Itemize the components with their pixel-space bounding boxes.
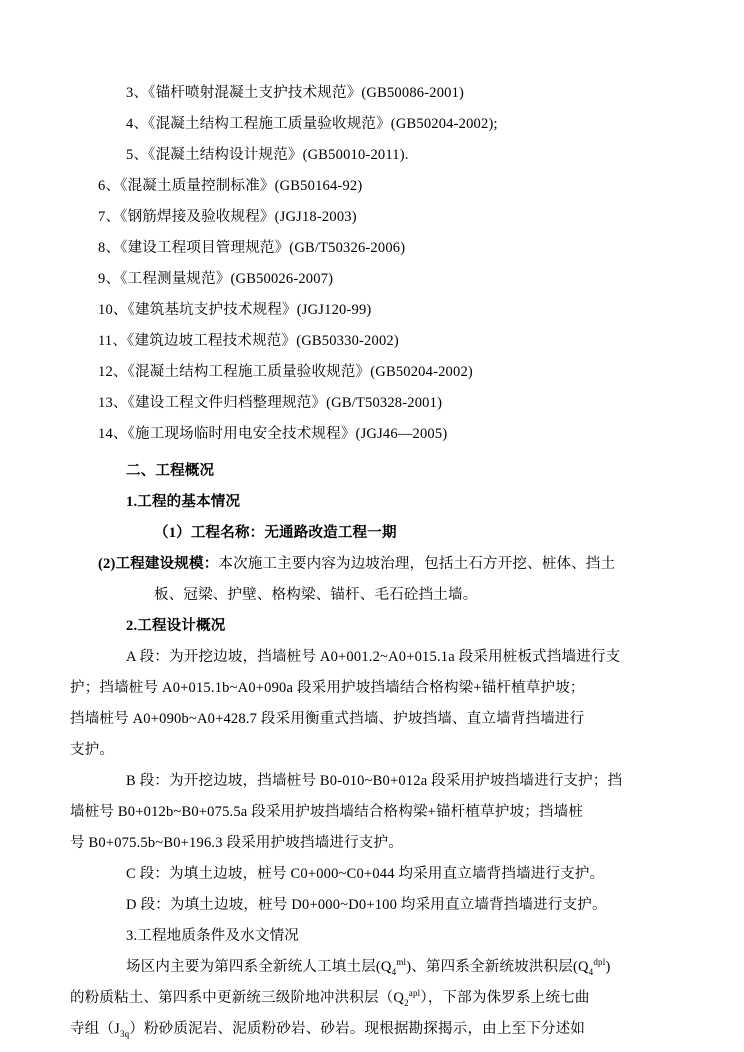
reference-item: 9、《工程测量规范》(GB50026-2007): [98, 271, 334, 287]
geology-text-e: ），下部为侏罗系上统七曲: [420, 990, 590, 1006]
para-b-line-3: 号 B0+075.5b~B0+196.3 段采用护坡挡墙进行支护。: [70, 835, 403, 851]
reference-item: 3、《锚杆喷射混凝土支护技术规范》(GB50086-2001): [126, 85, 465, 101]
geology-sub-2: 4: [588, 966, 594, 977]
geology-sub-3: 2: [404, 997, 409, 1008]
reference-item: 6、《混凝土质量控制标准》(GB50164-92): [98, 178, 363, 194]
reference-item: 12、《混凝土结构工程施工质量验收规范》(GB50204-2002): [98, 364, 473, 380]
para-b-line-2: 墙桩号 B0+012b~B0+075.5a 段采用护坡挡墙结合格构梁+锚杆植草护坡；挡墙桩: [70, 804, 584, 820]
geology-sup-3: apl: [408, 988, 421, 999]
geology-line-2: [70, 983, 676, 1014]
geology-text-c: ): [605, 959, 611, 975]
project-name-line: [70, 518, 676, 549]
reference-item: 13、《建设工程文件归档整理规范》(GB/T50328-2001): [98, 395, 443, 411]
geology-line-1: [70, 952, 676, 983]
reference-item: 8、《建设工程项目管理规范》(GB/T50326-2006): [98, 240, 406, 256]
reference-item: 7、《钢筋焊接及验收规程》(JGJ18-2003): [98, 209, 357, 225]
para-a-line-4: 支护。: [70, 742, 115, 758]
reference-item: 11、《建筑边坡工程技术规范》(GB50330-2002): [98, 333, 399, 349]
geology-text-g: ）粉砂质泥岩、泥质粉砂岩、砂岩。现根据勘探揭示，由上至下分述如: [129, 1021, 586, 1037]
reference-item: 5、《混凝土结构设计规范》(GB50010-2011).: [126, 147, 409, 163]
project-name-value: 无通路改造工程一期: [264, 525, 397, 541]
para-b-line-1: B 段：为开挖边坡，挡墙桩号 B0-010~B0+012a 段采用护坡挡墙进行支护；挡: [126, 773, 623, 789]
project-name-label: （1）工程名称：: [154, 525, 265, 541]
reference-item: 4、《混凝土结构工程施工质量验收规范》(GB50204-2002);: [126, 116, 498, 132]
project-scale-value: 本次施工主要内容为边坡治理，包括土石方开挖、桩体、挡土: [218, 556, 616, 572]
project-scale-line: [70, 549, 676, 580]
para-a-line-1: A 段：为开挖边坡，挡墙桩号 A0+001.2~A0+015.1a 段采用桩板式挡墙进行支: [126, 649, 621, 665]
subsection-heading-2: 2.工程设计概况: [126, 618, 226, 634]
geology-line-3: [70, 1014, 676, 1045]
geology-text-d: 的粉质粘土、第四系中更新统三级阶地冲洪积层（Q: [70, 990, 405, 1006]
geology-text-a: 场区内主要为第四系全新统人工填土层(Q: [126, 959, 392, 975]
project-scale-cont: 板、冠梁、护壁、格构梁、锚杆、毛石砼挡土墙。: [154, 587, 478, 603]
geology-sub-4: 3q: [119, 1028, 130, 1039]
para-a-line-3: 挡墙桩号 A0+090b~A0+428.7 段采用衡重式挡墙、护坡挡墙、直立墙背挡墙进行: [70, 711, 585, 727]
geology-sup-2: dpl: [593, 957, 606, 968]
para-c: C 段：为填土边坡，桩号 C0+000~C0+044 均采用直立墙背挡墙进行支护。: [126, 866, 605, 882]
geology-sub-1: 4: [391, 966, 397, 977]
section-heading: 二、工程概况: [126, 463, 215, 479]
para-d: D 段：为填土边坡，桩号 D0+000~D0+100 均采用直立墙背挡墙进行支护。: [126, 897, 607, 913]
subsection-heading-1: 1.工程的基本情况: [126, 494, 241, 510]
project-scale-label: (2)工程建设规模：: [98, 556, 219, 572]
reference-item: 10、《建筑基坑支护技术规程》(JGJ120-99): [98, 302, 372, 318]
document-body: [70, 78, 676, 1045]
subsection-heading-3: 3.工程地质条件及水文情况: [126, 928, 299, 944]
geology-text-b: )、第四系全新统坡洪积层(Q: [406, 959, 589, 975]
geology-text-f: 寺组（J: [70, 1021, 120, 1037]
reference-item: 14、《施工现场临时用电安全技术规程》(JGJ46—2005): [98, 426, 448, 442]
geology-sup-1: ml: [396, 957, 407, 968]
para-a-line-2: 护；挡墙桩号 A0+015.1b~A0+090a 段采用护坡挡墙结合格构梁+锚杆植草护坡；: [70, 680, 585, 696]
